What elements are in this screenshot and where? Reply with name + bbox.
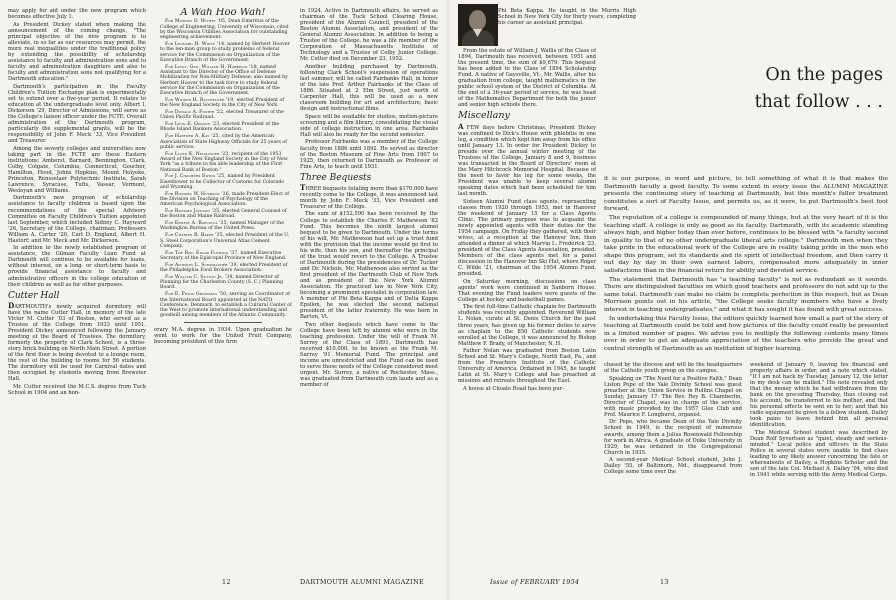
citation-text: named Executive Secretary of the Episcopal Province of New England. [160,250,287,261]
feature-title [713,62,883,116]
issue-footer: Issue of FEBRUARY 1954 [490,578,580,586]
intro-paragraph: In undertaking this Faculty Issue, the editors quickly learned how small a part of the story of teaching at Dartmouth could be told and how pictures of the faculty could really be presented in a limited number of pages. We advise you to multiply the following contents many times over in order to get an adequate appreciation of the teachers who provide the great and central strength of Dartmouth as an institution of higher learning. [604,315,888,352]
citation-entry [154,19,292,40]
citation-text: made President-Elect of the Division on Teaching of Psychology of the American Psychological Association. [160,191,289,208]
paragraph: THREE bequests totaling more than $170,000 have recently come to the College, it was announced last month by John F. Meck '33, Vice President and Treasurer of the College. [300,182,438,210]
paragraph: chased by the diocese and will be the headquarters of the Catholic youth group on the campus. [604,362,742,375]
paragraph: Dartmouth's new program of scholarship assistance to faculty children is based upon the recommendations of the special Advisory Committee on Faculty Children's Tuition appointed last September, which included Sidney C. Hayward '26, Secretary of the College, chairman; Professors William A. Carter '20, Carl D. England, Albert H. Hastorf; and Mr. Meck and Mr. Dickerson. [8,195,146,244]
citation-text: serving as Coordinator of the International Board appointed at the NATO Conference, Denmark, to establish a Cultural Center of the West to promote international understanding and goodwill among members of the Atlantic Community. [160,292,292,319]
citation-entry [154,263,292,274]
citation-text: elected President of the Philadelphia Food Brokers Association. [160,262,288,274]
citation-entry [154,110,292,121]
paragraph: On Saturday morning, discussions on class agents' work were continued in Sanborn House. That evening the Fund leaders were guests of the College at hockey and basketball games. [458,278,596,303]
citation-name: For J. Chalmers Ewing '25, [165,174,226,180]
right-column-1-top [498,8,636,48]
paragraph: As President Dickey stated when making the announcement of the coming change, "The principal objective of the new program is to alleviate, in so far as our resources may permit, the more real inequalities under the traditional policy by extending the possibility of scholarship assistance to faculty and administration sons and to faculty and administration daughters and also to faculty and administration sons not qualifying for a Dartmouth education." [8,21,146,83]
citation-text: elected President of the New England Society in the City of New York. [160,97,285,109]
right-column-3 [750,362,888,574]
citation-entry [154,65,292,97]
paragraph: Dartmouth's participation in the Faculty Children's Tuition Exchange plan is experimentally set to extend over a five-year period. It relates to education at the undergraduate level only. Albert I. Dickerson '29, Director of Admissions, will serve as the College's liaison officer under the FCTE. Overall administration of the Dartmouth program, particularly the supplemental grants, will be the responsibility of John F. Meck '33, Vice President and Treasurer. [8,83,146,144]
paragraph: Space will be available for studios, motion-picture screening and a film library, consolidating the visual side of college instruction in one area. Fairbanks Hall will also be ready for the second semester. [300,113,438,138]
citation-list [154,19,292,318]
citation-text: named by Herbert Hoover to the ten-man group to study problems of federal service for the Commission on Organization of the Executive Branch of the Government. [160,41,290,63]
paragraph: The Medical School student was described by Dean Rolf Syvertsen as "quiet, steady and serious-minded." Local police and officers in the State Police in several states were unable to find clues leading to any likely answer concerning the fate or whereabouts of Dailey, a Hopkins Scholar and the son of the late Col. Michael A. Dailey '04, who died in 1941 while serving with the Army Medical Corps. [750,430,888,479]
left-column-3 [300,8,438,578]
paragraph: Sixteen Alumni Fund class agents, representing classes from 1920 through 1953, met in Hanover the weekend of January 15 for a Class Agents Clinic. The primary purpose was to acquaint the newly appointed agents with their duties for the 1954 campaign. On Friday they gathered, with their wives, at a reception at the Hanover Inn; then attended a dinner at which Marvin L. Frederick '23, president of the Class Agents Association, presided. Members of the class agents met for a panel discussion in the Hanover Inn Ski Hut, where Roger C. Wilde '21, chairman of the 1954 Alumni Fund, presided. [458,198,596,278]
paragraph: Professor Fairbanks was a member of the College faculty from 1886 until 1892. He served as director of the Boston Museum of Fine Arts from 1907 to 1925, then returned to Dartmouth as Professor of Fine Arts, to teach until 1931. [300,139,438,170]
citation-text: recipient of the 1953 Award of the New England Society in the City of New York "as a tribute to his able leadership of the First National Bank of Boston." [160,151,288,173]
citation-name: For Leon E. Osgood '23, [165,122,221,128]
paragraph: Speaking on "The Need for a Positive Faith," Dean Liston Pope of the Yale Divinity School was guest preacher at the Union Service in Rollins Chapel on Sunday, January 17. The Rev. Roy B. Chamberlin, Director of Chapel, was in charge of the service, with music provided by the 1957 Glee Club and Prof. Maurice F. Longhurst, organist. [604,375,742,418]
section-heading-cutter-hall: Cutter Hall [8,290,60,301]
citation-entry [154,122,292,133]
paragraph: Father Nolan was graduated from Boston Latin School and St. Mary's College, North East, Pa., and from the Preachers Institute of the Catholic University of America. Ordained in 1945, he taught Latin at St. Mary's College and has preached at missions and retreats throughout the East. [458,348,596,385]
citation-text: Dean Emeritus of the College of Engineering, University of Wisconsin, cited by the Wisconsin Utilities Association for outstanding engineering achievement. [160,19,289,41]
citation-name: For E. Philip Grossman '50, [165,292,228,298]
citation-entry [154,192,292,208]
citation-name: For Charles R. Baker '35, [165,233,225,239]
citation-name: For William C. Sutton Jr. '38, [165,274,234,280]
citation-name: For Anthony L. Schumacher '39, [165,262,239,268]
citation-entry [154,209,292,220]
divider [184,322,262,323]
citation-entry [154,221,292,232]
left-page [0,0,446,600]
paragraph: A second-year Medical School student, John J. Dailey '55, of Baltimore, Md., disappeared from College some time over the [604,457,742,476]
right-column-2 [604,362,742,574]
feature-title-line: that follow . . . [754,92,883,112]
paragraph: in 1924. Active in Dartmouth affairs, he served as chairman of the Tuck School Clearing House, president of the Alumni Council, president of the Boston Alumni Association, and president of the General Alumni Association. In addition to being a Trustee of the College, he was a life member of the Corporation of Massachusetts Institute of Technology and a Trustee of Colby Junior College. Mr. Cutter died on December 23, 1952. [300,8,438,63]
section-heading-wah-hoo-wah: A Wah Hoo Wah! [180,8,266,18]
citation-name: For Richard Jackson '35, [165,209,221,215]
feature-title-line: On the pages [765,65,883,85]
citation-text: elected President of the Rhode Island Bankers Association. [160,122,280,133]
citation-name: For Winsor H. Batchelder '19, [165,97,235,103]
citation-entry [154,174,292,190]
paragraph: Two other bequests which have come to the College have been left by alumni who were in the teaching profession. Under the will of Frank M. Surrey of the Class of 1891, Dartmouth has received $10,000, to be known as the Frank M. Surrey '91 Memorial Fund. The principal and income are unrestricted and the Fund can be used to serve those needs of the College considered most urgent. Mr. Surrey, a native of Rochester, Mass., was graduated from Dartmouth cum laude and as a member of [300,321,438,389]
intro-paragraph: The reputation of a college is compounded of many things, but at the very heart of it is the teaching staff. A college is only as good as its faculty. Dartmouth, with its academic standing always high, and higher today than ever before, continues to be blessed with "a faculty second in quality to that of no other undergraduate liberal arts college." Dartmouth men when they take pride in the educational work of the College are in reality taking pride in the men who shape this program, set its standards and its spirit of intellectual freedom, and then carry it out day by day in their own earnest labors, compensated more adequately in inner satisfactions than in the financial return for ability and devoted service. [604,215,888,274]
page-number-right: 13 [660,578,669,586]
paragraph: Dr. Pope, who became Dean of the Yale Divinity School in 1949, is the recipient of numerous awards, among them a Julius Rosenwald Fellowship for work in Africa. A graduate of Duke University in 1929, he was ordained in the Congregational Church in 1935. [604,419,742,456]
page-number-left: 12 [222,578,231,586]
citation-entry [154,134,292,150]
portrait-face [469,10,486,31]
citation-text: cited by the American Association of State Highway Officials for 25 years of public service. [160,134,287,150]
citation-text: named Manager of the Washington Bureau of the United Press. [160,221,284,232]
paragraph: Another building purchased by Dartmouth, following Clark School's suspension of operations last summer, will be called Fairbanks Hall, in honor of the late Prof. Arthur Fairbanks of the Class of 1886. Situated at 2 Elm Street, just north of Carpenter Hall, this will be used as a new classroom building for art and architecture, basic design and instructional films. [300,63,438,113]
citation-entry [154,251,292,262]
paragraph: From the estate of William J. Wallis of the Class of 1894, Dartmouth has received, between 1951 and the present time, the sum of $9,679. This bequest has been added to the Class of 1894 Scholarship Fund. A native of Gaysville, Vt., Mr. Wallis, after his graduation from college, taught mathematics in the public school system of the District of Columbia. At the end of a 36-year period of service, he was head of the Mathematics Department for both the junior and senior high schools there. [458,48,596,109]
paragraph: A house at Choate Road has been pur- [463,385,564,392]
paragraph: orary M.A. degree in 1934. Upon graduation he went to work for the United Fruit Company, becoming president of this firm [154,326,292,345]
citation-text: elected President of the U. S. Steel Corporation's Universal Atlas Cement Company. [160,233,290,249]
citation-name: For Lloyd K. Neidlinger '23, [165,151,230,157]
paragraph: In addition to the newly established program of assistance, the Gilman Faculty Loan Fund at Dartmouth will continue to be available for loans, without interest, on a long- or short-term basis to provide financial assistance to faculty and administrative officers in the college education of their children as well as for other purposes. [8,245,146,288]
citation-entry [154,152,292,173]
left-column-2 [154,8,292,578]
right-column-1 [458,48,596,570]
citation-name: For Leonard H. White '14, [165,41,226,47]
citation-text: named Director of Planning for the Charleston County (S. C.) Planning Board. [160,274,284,291]
intro-paragraph: The statement that Dartmouth has "a teaching faculty" is not as redundant as it sounds. There are distinguished faculties on which good teachers and professors do not add up to the same total. Dartmouth can make no claim to complete perfection in this respect, but as Dean Morrison points out in his article, "the College seeks faculty members who have a lively interest in teaching undergraduates," and what it has sought it has found with great success. [604,276,888,313]
paragraph: Among the seventy colleges and universities now taking part in the FCTE are these Eastern institutions: Amherst, Barnard, Bennington, Clark, Colby, Colgate, Columbia, Connecticut, Goucher, Hamilton, Hood, Johns Hopkins, Mount Holyoke, Princeton, Rensselaer Polytechnic Institute, Sarah Lawrence, Syracuse, Tufts, Vassar, Vermont, Wesleyan and Williams. [8,145,146,194]
citation-name: For Richard W. Husband '26, [165,191,231,197]
paragraph: A FEW days before Christmas, President Dickey was confined to Dick's House with phlebitis in one leg, a condition which kept him away from his office until January 13. In order for President Dickey to preside over the annual winter meeting of the Trustees of the College, January 8 and 9, business was transacted in the Board of Directors' room at the Mary Hitchcock Memorial Hospital. Because of the need to favor his leg for some weeks, the President was unable to keep several alumni speaking dates which had been scheduled for him last month. [458,121,596,198]
citation-name: For Donald A. Foster '22, [165,110,225,116]
citation-text: elected Treasurer of the Union Pacific Railroad. [160,110,284,121]
citation-name: For Lieut. Gen. William H. Harrison '18, [165,64,259,70]
left-column-1 [8,8,146,578]
intro-paragraph: it is our purpose, in word and picture, to tell something of what it is that makes the Dartmouth faculty a good faculty. To some extent in every issue the ALUMNI MAGAZINE presents the continuing story of teaching at Dartmouth, but this month's fuller treatment constitutes a sort of Faculty Issue, and permits us, as it were, to put Dartmouth's best foot forward. [604,176,888,212]
citation-text: elected General Counsel of the Boston and Maine Railroad. [160,209,287,220]
citation-entry [154,292,292,318]
section-heading-three-bequests: Three Bequests [300,172,372,183]
citation-entry [154,233,292,249]
citation-text: named Assistant to the Director of the Office of Defense Mobilization for Non-Military Defense; also named by Herbert Hoover to the task force to study federal service for the Commission on Organization of the Executive Branch of the Government. [160,64,288,97]
intro-text [604,176,888,366]
paragraph: The first full-time Catholic chaplain for Dartmouth students was recently appointed. Reverend William L. Nolan, curate at St. Denis Church for the past three years, has given up his former duties to serve as chaplain to the 850 Catholic students now enrolled at the College, it was announced by Bishop Matthew F. Brady, of Manchester, N. H. [458,304,596,347]
paragraph: Phi Beta Kappa. He taught in the Morris High School in New York City for thirty years, completing his career as assistant principal. [498,8,636,27]
portrait-photo [458,4,498,46]
magazine-footer: DARTMOUTH ALUMNI MAGAZINE [300,578,424,586]
citation-entry [154,42,292,63]
paragraph: Mr. Cutter received the M.C.S. degree from Tuck School in 1904 and an hon- [8,383,146,396]
section-heading-miscellany: Miscellany [458,110,510,122]
citation-entry [154,98,292,109]
citation-text: named by President Eisenhower to be Collector of Customs for Colorado and Wyoming. [160,174,285,190]
citation-name: For Ernest A. Barcella '35, [165,221,229,227]
citation-name: For Harford A. Kay '25, [165,134,221,140]
paragraph: DARTMOUTH's newly acquired dormitory will have the name Cutter Hall, in memory of the late Victor M. Cutter '03 of Boston, who served as a Trustee of the College from 1933 until 1951. President Dickey announced following the January meeting of the Board of Trustees. The dormitory, formerly the property of Clark School, is a three-story brick building on North Main Street. A portion of the first floor is being devoted to a lounge room, the rest of the building to rooms for 56 students. The dormitory will be used for Carnival dates and then occupied by students moving from Brewster Hall. [8,300,146,383]
citation-name: For Morton O. Withey '05, [165,19,227,25]
citation-name: For The Rev. Edgar Fleming '37, [165,250,239,256]
paragraph: may apply for aid under the new program which becomes effective July 1. [8,8,146,21]
paragraph: The sum of $152,590 has been received by the College to establish the Charles F. Mathewson '82 Fund. This becomes the ninth largest alumni bequest to be given to Dartmouth. Under the terms of his will, Mr. Mathewson had set up a trust fund with the provision that the income would go first to his wife, then his son, and thereafter the principal of the trust would revert to the College. A Trustee of Dartmouth during the presidencies of Dr. Tucker and Dr. Nichols, Mr. Mathewson also served as the first president of the Dartmouth Club of New York and as president of the New York Alumni Association. He practiced law in New York City, becoming a prominent specialist in corporation law. A member of Phi Beta Kappa and of Delta Kappa Epsilon, he was elected the second national president of the latter fraternity. He was born in Barton, Vt. [300,211,438,321]
paragraph: weekend of January 9, leaving his financial and property affairs in order, and a note which stated, "If I am not back by Tuesday, January 12, the letter in my desk can be mailed." His note revealed only that the money which he had withdrawn from the bank on the preceding Thursday, thus closing out his account, be transferred to his mother, and that his personal effects be sent on to her; and that his radio equipment be given to a fellow student. Dailey took pains to leave behind him all personal identification. [750,362,888,429]
citation-entry [154,275,292,291]
